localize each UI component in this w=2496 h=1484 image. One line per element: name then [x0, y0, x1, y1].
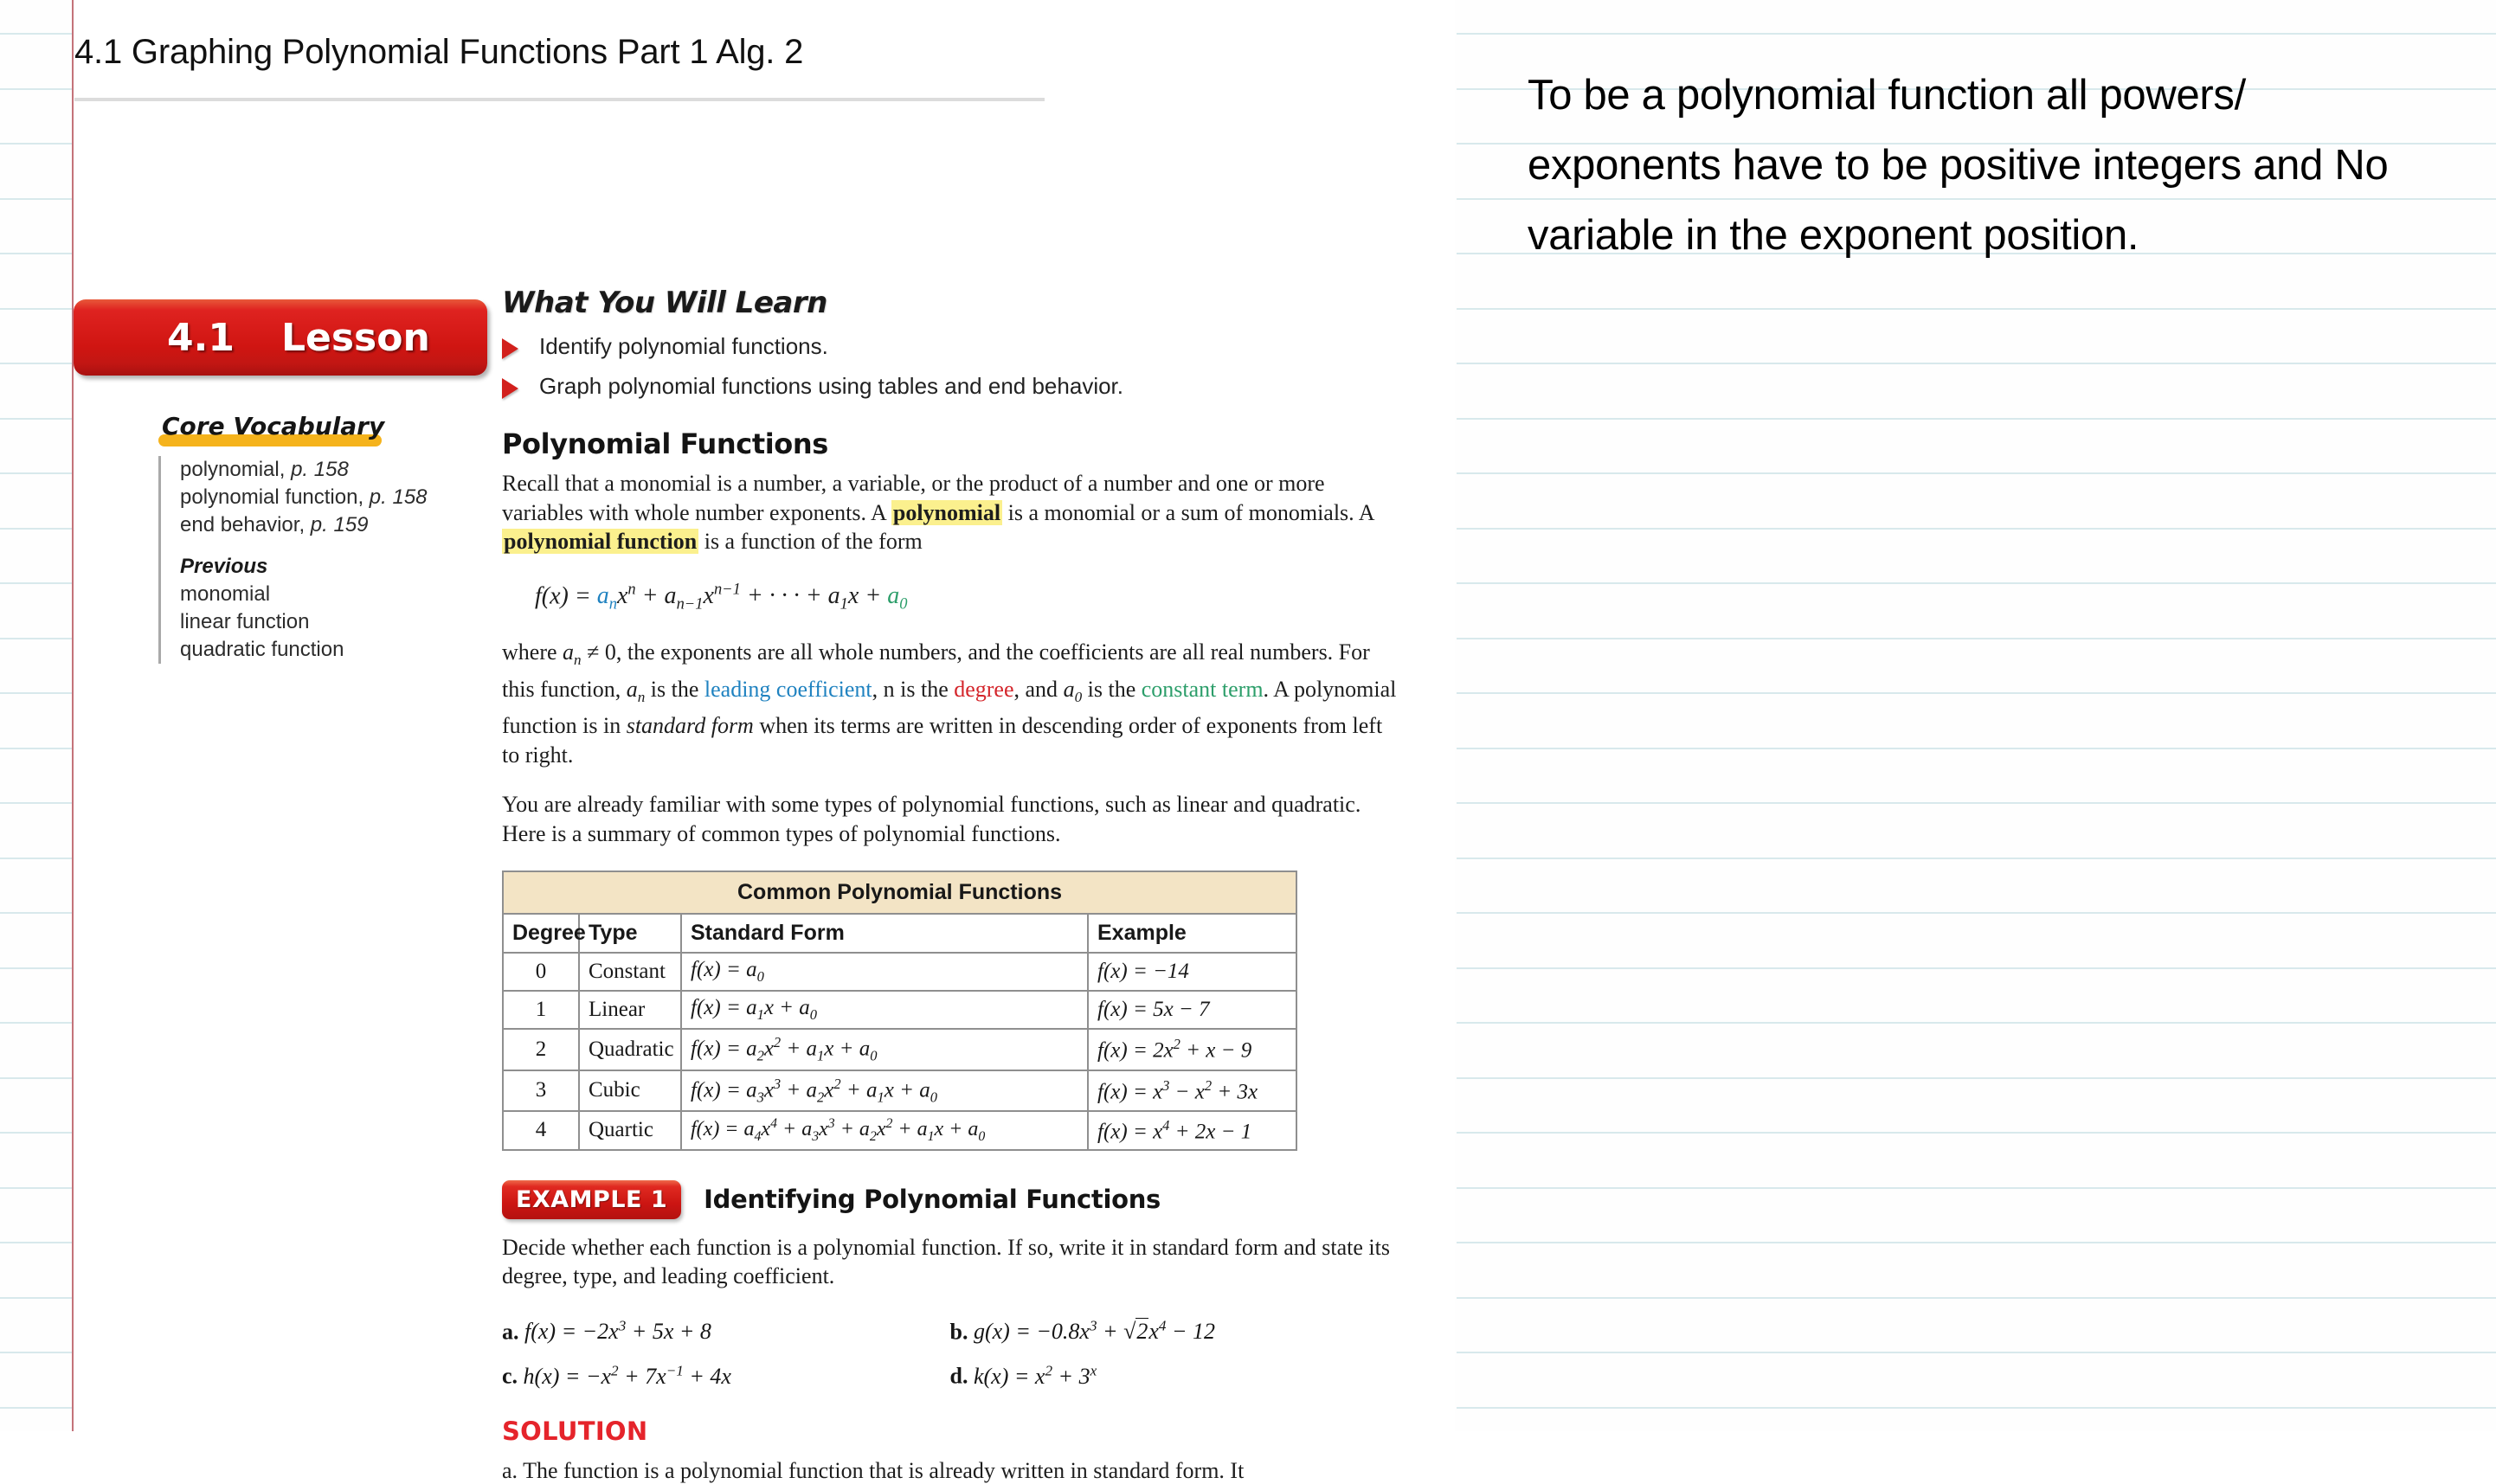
- table-caption: Common Polynomial Functions: [503, 871, 1296, 914]
- rule-line: [0, 363, 73, 364]
- rule-line: [0, 308, 73, 310]
- rule-line: [0, 967, 73, 969]
- cell-example: $f(x) = x^3 - x^2 + 3x$: [1088, 1070, 1296, 1111]
- cell-standard-form: $f(x) = a_2x^2 + a_1x + a_0$: [681, 1029, 1088, 1070]
- what-you-will-learn-heading: What You Will Learn: [502, 286, 827, 320]
- rule-line: [0, 1352, 73, 1353]
- rule-line: [0, 33, 73, 35]
- cell-type: Linear: [579, 991, 681, 1029]
- title-block: [74, 33, 1052, 71]
- rule-line: [0, 253, 73, 254]
- familiar-types-paragraph: You are already familiar with some types of polynomial functions, such as linear and quadratic. Here is a summary of common types of polynomial functions.: [502, 792, 1361, 846]
- problem-d: [950, 1351, 1399, 1396]
- column-header-type: Type: [579, 914, 681, 953]
- cell-degree: 3: [503, 1070, 579, 1111]
- cell-standard-form: $f(x) = a_0$: [681, 953, 1088, 991]
- table-row: [503, 1029, 1296, 1070]
- cell-type: Quartic: [579, 1111, 681, 1150]
- rule-line: [0, 1132, 73, 1134]
- problem-b: [950, 1307, 1399, 1352]
- rule-line: [1457, 1352, 2496, 1353]
- example-badge: EXAMPLE 1: [502, 1180, 681, 1219]
- vocabulary-page: p. 159: [310, 513, 369, 536]
- highlighted-term-polynomial: polynomial: [892, 499, 1001, 525]
- rule-line: [0, 1407, 73, 1409]
- rule-line: [1457, 1077, 2496, 1079]
- rule-line: [0, 528, 73, 530]
- problem-expression: $g(x) = -0.8x^3 + √2x^4 - 12$: [973, 1317, 1216, 1345]
- cell-type: Quadratic: [579, 1029, 681, 1070]
- vocabulary-term: end behavior,: [180, 513, 306, 536]
- problem-label: b.: [949, 1319, 968, 1345]
- page-title: 4.1 Graphing Polynomial Functions Part 1 Alg. 2: [74, 33, 804, 71]
- rule-line: [1457, 1407, 2496, 1409]
- table-header-row: [503, 914, 1296, 953]
- rule-line: [1457, 638, 2496, 639]
- rule-line: [0, 638, 73, 639]
- highlighted-term-polynomial-function: polynomial function: [504, 529, 698, 554]
- polynomial-functions-heading: Polynomial Functions: [502, 427, 828, 460]
- general-polynomial-formula: $f(x) = a_nx^n + a_{n-1}x^{n-1}$ + · · · + $a_1x + a_0$: [535, 580, 908, 613]
- rule-line: [1457, 802, 2496, 804]
- cell-standard-form: $f(x) = a_1x + a_0$: [681, 991, 1088, 1029]
- rule-line: [1457, 967, 2496, 969]
- rule-line: [1457, 692, 2496, 694]
- cell-example: $f(x) = x^4 + 2x - 1$: [1088, 1111, 1296, 1150]
- column-header-example: Example: [1088, 914, 1296, 953]
- problem-expression: $h(x) = -x^2 + 7x^{-1} + 4x$: [523, 1362, 731, 1390]
- core-vocabulary-heading: Core Vocabulary: [162, 412, 385, 440]
- table-caption-row: [503, 871, 1296, 914]
- cell-type: Cubic: [579, 1070, 681, 1111]
- student-note-text: To be a polynomial function all powers/ exponents have to be positive integers and No variable in the exponent position.: [1528, 72, 2389, 259]
- paragraph-segment: is a monomial or a sum of monomials. A: [1002, 499, 1374, 525]
- vocabulary-term: polynomial,: [180, 458, 286, 481]
- table-row: [503, 1111, 1296, 1150]
- problem-a: [502, 1307, 950, 1352]
- rule-line: [1457, 363, 2496, 364]
- previous-vocabulary-item: monomial: [180, 582, 271, 606]
- vocabulary-page: p. 158: [291, 458, 349, 481]
- vocabulary-item: [180, 456, 453, 484]
- rule-line: [0, 802, 73, 804]
- textbook-scan-region: [74, 286, 1398, 1484]
- rule-line: [1457, 308, 2496, 310]
- cell-degree: 4: [503, 1111, 579, 1150]
- cell-example: f(x) = 5x − 7: [1088, 991, 1296, 1029]
- paragraph-segment: when its terms are written in descending order of exponents from left to right.: [502, 713, 1383, 768]
- vocabulary-term: polynomial function,: [180, 485, 364, 509]
- vocabulary-page: p. 158: [369, 485, 428, 509]
- rule-line: [0, 143, 73, 145]
- term-constant-term: constant term: [1141, 676, 1264, 702]
- learning-objective-row: [502, 372, 1398, 400]
- previous-vocabulary-heading: Previous: [180, 555, 268, 578]
- paragraph-segment: , n is the: [872, 676, 955, 702]
- paragraph-segment: . A polynomial function is in: [502, 676, 1397, 739]
- problem-label: c.: [502, 1364, 518, 1390]
- example-problems-right-column: [950, 1307, 1399, 1396]
- rule-line: [1457, 33, 2496, 35]
- symbol-a-sub-n: $a_n$: [626, 676, 646, 705]
- example-prompt: Decide whether each function is a polynomial function. If so, write it in standard form and state its degree, type, and leading coefficient.: [502, 1234, 1390, 1289]
- triangle-bullet-icon: [502, 338, 518, 359]
- cell-degree: 1: [503, 991, 579, 1029]
- vocabulary-list: [158, 456, 453, 664]
- previous-vocabulary-item: quadratic function: [180, 638, 344, 661]
- rule-line: [0, 582, 73, 584]
- rule-line: [0, 418, 73, 420]
- rule-line: [1457, 528, 2496, 530]
- symbol-a-sub-zero: $a_0$: [1063, 676, 1083, 705]
- term-standard-form: standard form: [626, 713, 754, 739]
- table-row: [503, 1070, 1296, 1111]
- problem-expression: $f(x) = -2x^3 + 5x + 8$: [524, 1317, 711, 1345]
- example-title: Identifying Polynomial Functions: [704, 1185, 1161, 1215]
- rule-line: [1457, 1242, 2496, 1243]
- rule-line: [0, 198, 73, 200]
- rule-line: [0, 912, 73, 914]
- rule-line: [0, 1022, 73, 1024]
- lesson-banner: [74, 299, 487, 376]
- cell-degree: 2: [503, 1029, 579, 1070]
- paragraph-segment: is the: [645, 676, 704, 702]
- paragraph-segment: is a function of the form: [698, 529, 923, 554]
- rule-line: [0, 472, 73, 474]
- coefficient-terms-paragraph: [502, 638, 1398, 769]
- vocabulary-item: [180, 511, 453, 539]
- triangle-bullet-icon: [502, 378, 518, 399]
- rule-line: [1457, 912, 2496, 914]
- lesson-content-column: [502, 286, 1398, 1484]
- learning-objective-row: [502, 332, 1398, 360]
- vocabulary-item: [180, 484, 453, 511]
- paragraph-segment: ≠ 0, the exponents are all whole numbers, and the coefficients are all real numbers. For this function,: [502, 639, 1370, 702]
- rule-line: [0, 1077, 73, 1079]
- problem-c: [502, 1351, 950, 1396]
- cell-standard-form: $f(x) = a_4x^4 + a_3x^3 + a_2x^2 + a_1x + a_0$: [681, 1111, 1088, 1150]
- lesson-word: Lesson: [280, 315, 430, 360]
- table-row: [503, 991, 1296, 1029]
- paragraph-segment: where: [502, 639, 563, 665]
- cell-example: $f(x) = 2x^2 + x - 9$: [1088, 1029, 1296, 1070]
- rule-line: [1457, 1022, 2496, 1024]
- term-degree: degree: [954, 676, 1014, 702]
- paragraph-segment: Recall that a monomial is a number, a variable, or the product of a number and one or more variables with whole number exponents. A: [502, 471, 1325, 525]
- rule-line: [0, 1187, 73, 1189]
- paragraph-segment: , and: [1013, 676, 1064, 702]
- rule-line: [0, 748, 73, 749]
- problem-expression: $k(x) = x^2 + 3^x$: [973, 1362, 1097, 1390]
- rule-line: [1457, 748, 2496, 749]
- rule-line: [1457, 1297, 2496, 1299]
- rule-line: [1457, 418, 2496, 420]
- problem-label: a.: [502, 1319, 519, 1345]
- problem-label: d.: [949, 1364, 968, 1390]
- rule-line: [1457, 858, 2496, 859]
- example-problems-left-column: [502, 1307, 950, 1396]
- rule-line: [0, 88, 73, 90]
- cell-example: f(x) = −14: [1088, 953, 1296, 991]
- solution-heading: SOLUTION: [502, 1417, 648, 1447]
- cell-degree: 0: [503, 953, 579, 991]
- learning-objective-text: Graph polynomial functions using tables and end behavior.: [539, 373, 1123, 399]
- example-header-row: [502, 1180, 1398, 1219]
- symbol-a-sub-n: $a_n$: [563, 639, 582, 669]
- rule-line: [1457, 1132, 2496, 1134]
- learning-objective-text: Identify polynomial functions.: [539, 333, 828, 359]
- core-vocabulary-block: [158, 412, 453, 664]
- paragraph-segment: is the: [1082, 676, 1142, 702]
- column-header-standard-form: Standard Form: [681, 914, 1088, 953]
- common-polynomial-functions-table: [502, 870, 1297, 1150]
- rule-line: [1457, 472, 2496, 474]
- rule-line: [0, 1297, 73, 1299]
- term-leading-coefficient: leading coefficient: [704, 676, 872, 702]
- previous-vocabulary-item: linear function: [180, 610, 310, 633]
- rule-line: [0, 858, 73, 859]
- column-header-degree: Degree: [503, 914, 579, 953]
- rule-line: [0, 1242, 73, 1243]
- cell-type: Constant: [579, 953, 681, 991]
- rule-line: [1457, 582, 2496, 584]
- table-row: [503, 953, 1296, 991]
- rule-line: [0, 692, 73, 694]
- solution-first-line: a. The function is a polynomial function that is already written in standard form. It: [502, 1458, 1245, 1484]
- rule-line: [1457, 1187, 2496, 1189]
- cell-standard-form: $f(x) = a_3x^3 + a_2x^2 + a_1x + a_0$: [681, 1070, 1088, 1111]
- lesson-number: 4.1: [167, 315, 235, 360]
- example-problems-grid: [502, 1307, 1398, 1396]
- polynomial-definition-paragraph: [502, 469, 1398, 556]
- title-underline-rule: [74, 98, 1045, 101]
